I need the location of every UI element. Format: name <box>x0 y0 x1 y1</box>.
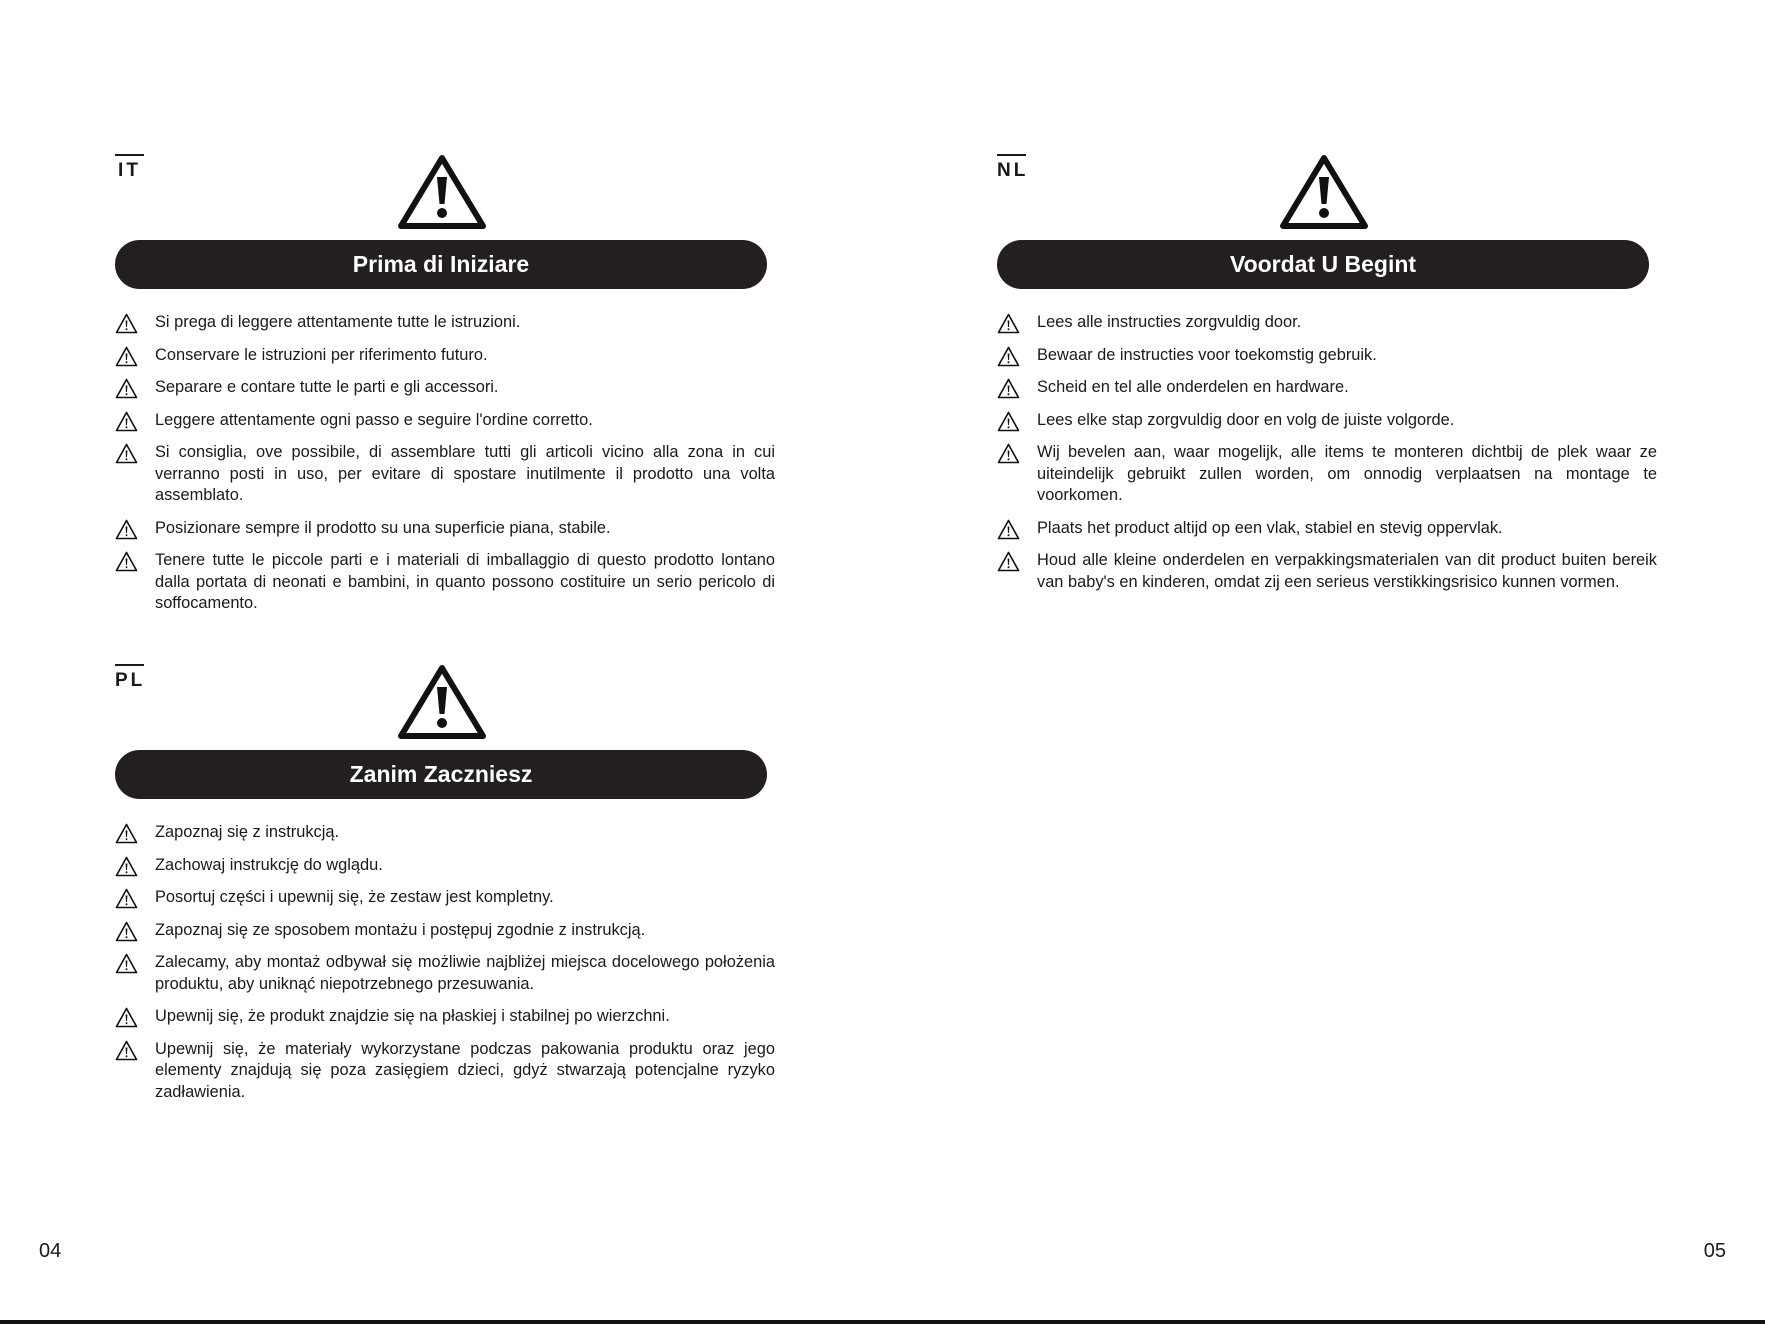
item-text: Separare e contare tutte le parti e gli accessori. <box>155 378 499 396</box>
list-item <box>115 855 775 877</box>
section-title: Zanim Zaczniesz <box>115 750 767 799</box>
warning-icon <box>997 313 1020 334</box>
item-text: Houd alle kleine onderdelen en verpakkingsmaterialen van dit product buiten bereik van baby's en kinderen, omdat zij een serieus verstikkingsrisico kunnen vormen. <box>1037 551 1657 591</box>
list-item <box>115 1039 775 1104</box>
list-item <box>115 952 775 995</box>
list-item <box>997 550 1657 593</box>
list-item <box>997 442 1657 507</box>
list-item <box>997 518 1657 540</box>
language-code: NL <box>997 154 1026 182</box>
warning-triangle-icon <box>397 154 487 230</box>
item-text: Si consiglia, ove possibile, di assemblare tutti gli articoli vicino alla zona in cui verranno posti in uso, per evitare di spostare inutilmente il prodotto una volta assemblato. <box>155 443 775 504</box>
warning-icon <box>997 346 1020 367</box>
item-text: Wij bevelen aan, waar mogelijk, alle items te monteren dichtbij de plek waar ze uiteindelijk gebruikt zullen worden, om onnodig verplaatsen na montage te voorkomen. <box>1037 443 1657 504</box>
list-item <box>115 377 775 399</box>
item-text: Zachowaj instrukcję do wglądu. <box>155 855 383 874</box>
list-item <box>997 312 1657 334</box>
warning-icon <box>997 551 1020 572</box>
warning-icon <box>115 1007 138 1028</box>
list-item <box>115 518 775 540</box>
warning-icon <box>997 378 1020 399</box>
instruction-list <box>115 312 775 626</box>
item-text: Plaats het product altijd op een vlak, stabiel en stevig oppervlak. <box>1037 518 1503 537</box>
section-title: Prima di Iniziare <box>115 240 767 289</box>
item-text: Si prega di leggere attentamente tutte le istruzioni. <box>155 313 521 331</box>
warning-triangle-icon <box>397 664 487 740</box>
list-item <box>997 345 1657 367</box>
warning-icon <box>115 953 138 974</box>
list-item <box>115 887 775 909</box>
warning-icon <box>115 1040 138 1061</box>
language-code: IT <box>115 154 144 182</box>
list-item <box>115 822 775 844</box>
item-text: Lees elke stap zorgvuldig door en volg de juiste volgorde. <box>1037 410 1455 429</box>
warning-icon <box>115 551 138 572</box>
item-text: Tenere tutte le piccole parti e i materiali di imballaggio di questo prodotto lontano dalla portata di neonati e bambini, in quanto possono costituire un serio pericolo di soffocamento. <box>155 551 775 612</box>
list-item <box>997 377 1657 399</box>
item-text: Scheid en tel alle onderdelen en hardware. <box>1037 378 1349 396</box>
list-item <box>115 550 775 615</box>
list-item <box>115 410 775 432</box>
warning-icon <box>115 519 138 540</box>
item-text: Posizionare sempre il prodotto su una superficie piana, stabile. <box>155 518 611 537</box>
instruction-list <box>997 312 1657 604</box>
item-text: Lees alle instructies zorgvuldig door. <box>1037 313 1302 331</box>
list-item <box>115 1006 775 1028</box>
item-text: Leggere attentamente ogni passo e seguire l'ordine corretto. <box>155 410 593 429</box>
item-text: Upewnij się, że produkt znajdzie się na płaskiej i stabilnej po wierzchni. <box>155 1007 670 1025</box>
warning-icon <box>115 443 138 464</box>
list-item <box>997 410 1657 432</box>
warning-icon <box>115 313 138 334</box>
language-code: PL <box>115 664 144 692</box>
warning-icon <box>997 443 1020 464</box>
list-item <box>115 920 775 942</box>
warning-icon <box>115 921 138 942</box>
bottom-divider <box>0 1320 1765 1324</box>
warning-icon <box>115 888 138 909</box>
list-item <box>115 312 775 334</box>
item-text: Zalecamy, aby montaż odbywał się możliwie najbliżej miejsca docelowego położenia produktu, aby uniknąć niepotrzebnego przesuwania. <box>155 953 775 993</box>
warning-icon <box>115 411 138 432</box>
warning-icon <box>115 823 138 844</box>
item-text: Upewnij się, że materiały wykorzystane podczas pakowania produktu oraz jego elementy znajdują się poza zasięgiem dzieci, gdyż stwarzają potencjalne ryzyko zadławienia. <box>155 1039 775 1101</box>
list-item <box>115 345 775 367</box>
item-text: Bewaar de instructies voor toekomstig gebruik. <box>1037 345 1377 364</box>
section-title: Voordat U Begint <box>997 240 1649 289</box>
instruction-list <box>115 822 775 1114</box>
item-text: Zapoznaj się z instrukcją. <box>155 823 340 841</box>
item-text: Zapoznaj się ze sposobem montażu i postępuj zgodnie z instrukcją. <box>155 920 646 939</box>
list-item <box>115 442 775 507</box>
page-number-right: 05 <box>1703 1240 1726 1262</box>
item-text: Posortuj części i upewnij się, że zestaw jest kompletny. <box>155 888 554 906</box>
warning-icon <box>997 519 1020 540</box>
warning-icon <box>997 411 1020 432</box>
warning-icon <box>115 378 138 399</box>
page-number-left: 04 <box>39 1240 62 1262</box>
warning-icon <box>115 856 138 877</box>
warning-icon <box>115 346 138 367</box>
item-text: Conservare le istruzioni per riferimento futuro. <box>155 345 488 364</box>
warning-triangle-icon <box>1279 154 1369 230</box>
